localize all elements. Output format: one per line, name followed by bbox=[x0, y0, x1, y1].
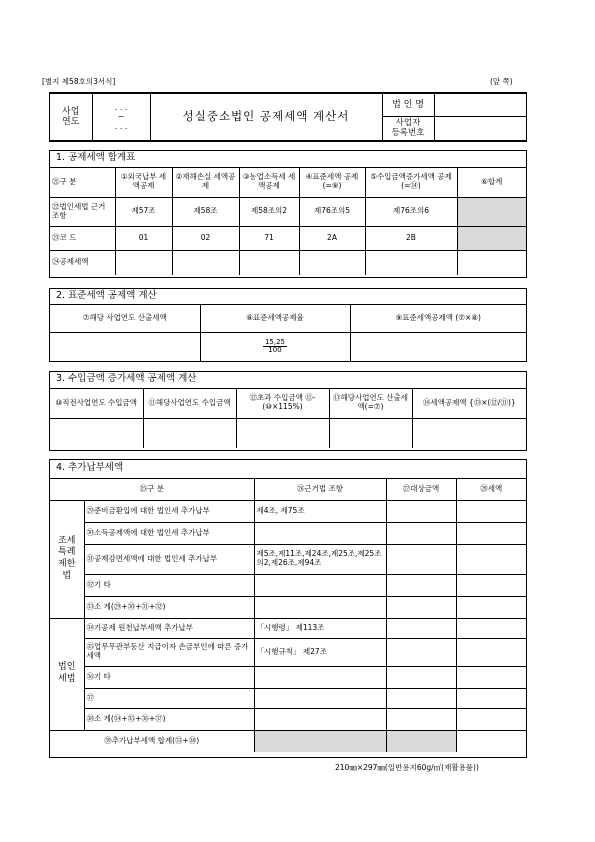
tax-field[interactable] bbox=[456, 638, 526, 666]
standard-rate-value bbox=[200, 333, 350, 361]
row-subtotal-2: ㊳소 계(㉞+㉟+㊱+㊲) bbox=[84, 708, 254, 730]
rate-denominator: 100 bbox=[268, 345, 282, 354]
row-nonbusiness-interest: ㉟업무무관부동산 지급이자 손금부인에 따른 증가세액 bbox=[84, 638, 254, 666]
row-label-code: ㉓코 드 bbox=[50, 226, 115, 250]
col-curr-revenue: ⑪해당사업연도 수입금액 bbox=[143, 388, 236, 418]
tax-field[interactable] bbox=[456, 574, 526, 596]
basis-subtotal-1 bbox=[254, 596, 386, 618]
basis-total-shaded bbox=[457, 197, 526, 226]
biz-reg-label: 사업자 등록번호 bbox=[382, 117, 434, 141]
tax-field[interactable] bbox=[456, 522, 526, 544]
amount-field[interactable] bbox=[386, 574, 456, 596]
tax-field[interactable] bbox=[456, 596, 526, 618]
basis-foreign: 제57조 bbox=[115, 197, 172, 226]
corp-name-field[interactable] bbox=[434, 94, 526, 117]
business-year-label: 사업 연도 bbox=[50, 94, 92, 141]
paper-spec: 210㎜×297㎜(일반용지60g/㎡(재활용품)) bbox=[335, 763, 479, 772]
form-title: 성실중소법인 공제세액 계산서 bbox=[150, 94, 382, 141]
row-grand-total: ㊴추가납부세액 합계(㉝+㊳) bbox=[50, 730, 254, 752]
tax-field[interactable] bbox=[456, 666, 526, 688]
code-total-shaded bbox=[457, 226, 526, 250]
credit-foreign-field[interactable] bbox=[115, 250, 172, 275]
prev-revenue-field[interactable] bbox=[50, 418, 143, 448]
row-withholding-add: ㉞기공제 원천납부세액 추가납부 bbox=[84, 618, 254, 638]
row-other-2: ㊱기 타 bbox=[84, 666, 254, 688]
excess-revenue-field[interactable] bbox=[236, 418, 329, 448]
period-tax-field[interactable] bbox=[50, 333, 200, 361]
row-blank: ㊲ bbox=[84, 688, 254, 708]
basis-withholding-add: 「시행령」 제113조 bbox=[254, 618, 386, 638]
basis-agri: 제58조의2 bbox=[239, 197, 299, 226]
row-subtotal-1: ㉝소 계(㉙+㉚+㉛+㉜) bbox=[84, 596, 254, 618]
tax-field[interactable] bbox=[456, 708, 526, 730]
amount-field[interactable] bbox=[386, 500, 456, 522]
page-side-label: (앞 쪽) bbox=[490, 77, 513, 86]
code-agri: 71 bbox=[239, 226, 299, 250]
section-additional-tax bbox=[49, 459, 527, 758]
amount-field[interactable] bbox=[386, 708, 456, 730]
tax-field[interactable] bbox=[456, 688, 526, 708]
basis-reserve-reversal: 제4조, 제75조 bbox=[254, 500, 386, 522]
row-label-basis: ㉒법인세법 근거조항 bbox=[50, 197, 115, 226]
tax-field[interactable] bbox=[456, 544, 526, 574]
col-standard-credit: ④표준세액 공제(=⑨) bbox=[299, 167, 365, 197]
col-curr-tax: ⑬해당사업연도 산출세액(=⑦) bbox=[329, 388, 412, 418]
col-credit-amount: ⑭세액공제액 {⑬×(⑫/⑪)} bbox=[412, 388, 526, 418]
col-category: ㉕구 분 bbox=[50, 478, 254, 500]
section-revenue-increase bbox=[49, 371, 527, 451]
amount-field[interactable] bbox=[386, 544, 456, 574]
group-tax-special-act: 조세 특례 제한 법 bbox=[50, 500, 84, 618]
year-start-dots: . . . bbox=[114, 103, 128, 113]
row-credit-reduction: ㉛공제감면세액에 대한 법인세 추가납부 bbox=[84, 544, 254, 574]
basis-credit-reduction: 제5조,제11조,제24조,제25조,제25조의2,제26조,제94조 bbox=[254, 544, 386, 574]
basis-total-shaded bbox=[254, 730, 386, 752]
curr-tax-field[interactable] bbox=[329, 418, 412, 448]
form-reference: [별지 제58호의3서식] bbox=[42, 77, 116, 86]
row-reserve-reversal: ㉙준비금환입에 대한 법인세 추가납부 bbox=[84, 500, 254, 522]
credit-agri-field[interactable] bbox=[239, 250, 299, 275]
credit-standard-field[interactable] bbox=[299, 250, 365, 275]
amount-field[interactable] bbox=[386, 688, 456, 708]
row-label-category: ㉑구 분 bbox=[50, 167, 115, 197]
section-standard-credit bbox=[49, 288, 527, 362]
basis-standard: 제76조의5 bbox=[299, 197, 365, 226]
rate-numerator: 15,25 bbox=[264, 337, 286, 346]
basis-revenue: 제76조의6 bbox=[365, 197, 457, 226]
business-year-field[interactable] bbox=[92, 94, 150, 141]
row-other-1: ㉜기 타 bbox=[84, 574, 254, 596]
group-corp-tax-act: 법인 세법 bbox=[50, 618, 84, 730]
basis-disaster: 제58조 bbox=[172, 197, 239, 226]
col-excess-revenue: ⑫초과 수입금액 ⑪-(⑩×115%) bbox=[236, 388, 329, 418]
amount-total-shaded bbox=[386, 730, 456, 752]
credit-revenue-field[interactable] bbox=[365, 250, 457, 275]
code-foreign: 01 bbox=[115, 226, 172, 250]
section-tax-credit-summary bbox=[49, 150, 527, 278]
amount-field[interactable] bbox=[386, 618, 456, 638]
col-legal-basis: ㉖근거법 조항 bbox=[254, 478, 386, 500]
col-period-tax: ⑦해당 사업연도 산출세액 bbox=[50, 305, 200, 333]
credit-amount-field[interactable] bbox=[412, 418, 526, 448]
amount-field[interactable] bbox=[386, 596, 456, 618]
basis-blank[interactable] bbox=[254, 688, 386, 708]
section2-title: 2. 표준세액 공제액 계산 bbox=[50, 289, 526, 305]
amount-field[interactable] bbox=[386, 522, 456, 544]
credit-disaster-field[interactable] bbox=[172, 250, 239, 275]
col-total: ⑥합계 bbox=[457, 167, 526, 197]
row-income-deduction: ㉚소득공제액에 대한 법인세 추가납부 bbox=[84, 522, 254, 544]
col-tax-amount: ㉘세액 bbox=[456, 478, 526, 500]
basis-other-1[interactable] bbox=[254, 574, 386, 596]
tax-field[interactable] bbox=[456, 500, 526, 522]
tax-field[interactable] bbox=[456, 618, 526, 638]
basis-other-2[interactable] bbox=[254, 666, 386, 688]
section3-title: 3. 수입금액 증가세액 공제액 계산 bbox=[50, 372, 526, 388]
row-label-credit: ㉔공제세액 bbox=[50, 250, 115, 275]
standard-amount-field[interactable] bbox=[350, 333, 526, 361]
col-standard-amount: ⑨표준세액공제액 (⑦×⑧) bbox=[350, 305, 526, 333]
col-revenue-increase: ⑤수입금액증가세액 공제(=⑭) bbox=[365, 167, 457, 197]
grand-total-tax-field[interactable] bbox=[456, 730, 526, 752]
amount-field[interactable] bbox=[386, 666, 456, 688]
year-tilde: ~ bbox=[117, 112, 125, 122]
section4-title: 4. 추가납부세액 bbox=[50, 460, 526, 478]
year-end-dots: . . . bbox=[114, 121, 128, 131]
col-prev-revenue: ⑩직전사업연도 수입금액 bbox=[50, 388, 143, 418]
basis-nonbusiness-interest: 「시행규칙」 제27조 bbox=[254, 638, 386, 666]
code-disaster: 02 bbox=[172, 226, 239, 250]
col-agri-income: ③농업소득세 세액공제 bbox=[239, 167, 299, 197]
col-standard-rate: ⑧표준세액공제율 bbox=[200, 305, 350, 333]
curr-revenue-field[interactable] bbox=[143, 418, 236, 448]
code-revenue: 2B bbox=[365, 226, 457, 250]
amount-field[interactable] bbox=[386, 638, 456, 666]
code-standard: 2A bbox=[299, 226, 365, 250]
title-block bbox=[49, 92, 527, 142]
corp-name-label: 법 인 명 bbox=[382, 94, 434, 117]
section1-title: 1. 공제세액 합계표 bbox=[50, 151, 526, 167]
credit-total-field[interactable] bbox=[457, 250, 526, 275]
basis-income-deduction[interactable] bbox=[254, 522, 386, 544]
col-target-amount: ㉗대상금액 bbox=[386, 478, 456, 500]
col-foreign-tax: ①외국납부 세액공제 bbox=[115, 167, 172, 197]
col-disaster-loss: ②재해손실 세액공제 bbox=[172, 167, 239, 197]
biz-reg-field[interactable] bbox=[434, 117, 526, 141]
basis-subtotal-2 bbox=[254, 708, 386, 730]
